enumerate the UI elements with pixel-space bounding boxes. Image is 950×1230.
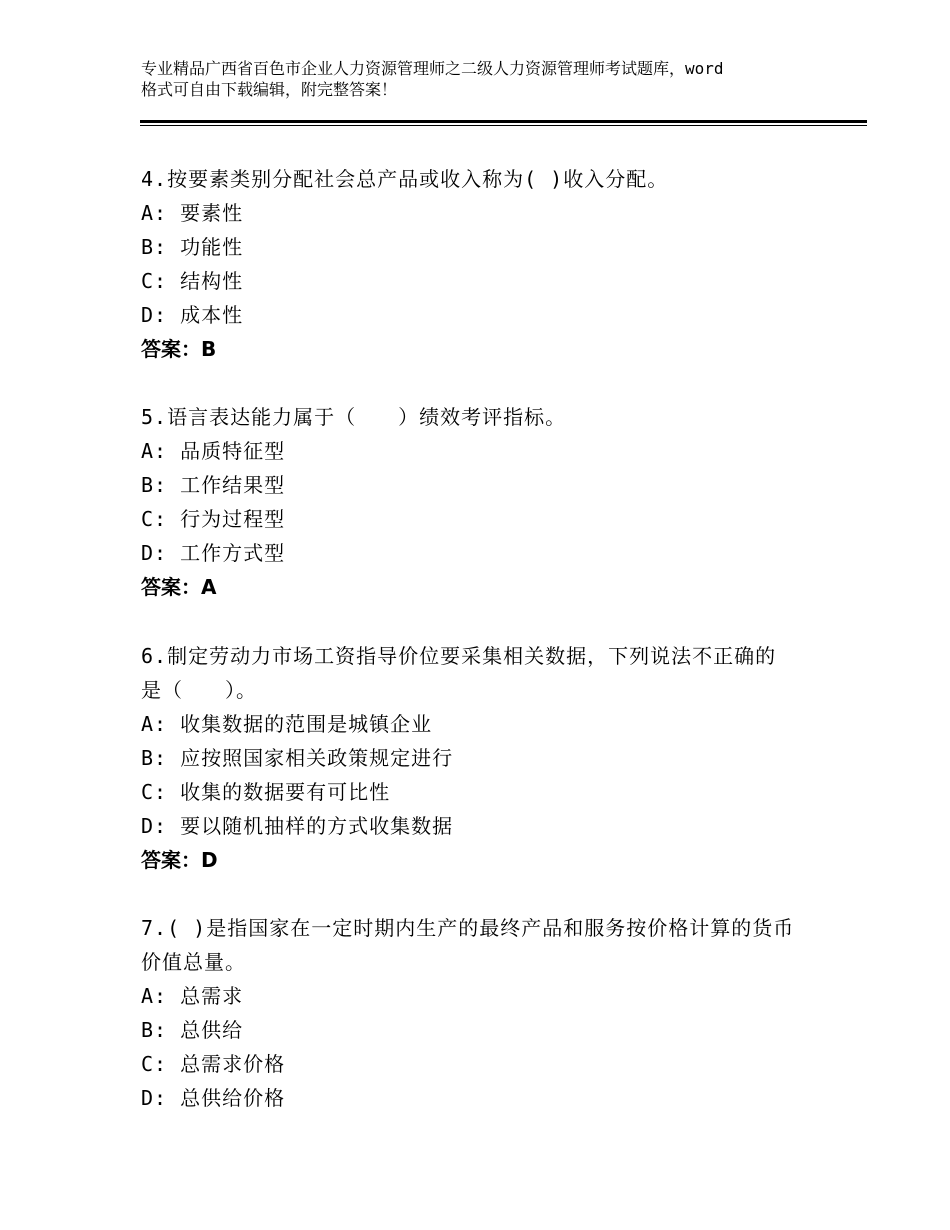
answer-label: 答案：B bbox=[141, 337, 217, 361]
option-c: C: 行为过程型 bbox=[141, 507, 286, 531]
option-a: A: 要素性 bbox=[141, 201, 244, 225]
question-5 bbox=[141, 400, 821, 604]
question-6 bbox=[141, 639, 821, 877]
option-b: B: 应按照国家相关政策规定进行 bbox=[141, 746, 454, 770]
question-stem-line-1: 6.制定劳动力市场工资指导价位要采集相关数据，下列说法不正确的 bbox=[141, 644, 777, 668]
option-b: B: 总供给 bbox=[141, 1018, 244, 1042]
option-c: C: 结构性 bbox=[141, 269, 244, 293]
option-d: D: 成本性 bbox=[141, 303, 244, 327]
question-4 bbox=[141, 162, 821, 366]
header-line-2: 格式可自由下载编辑，附完整答案！ bbox=[141, 80, 398, 99]
question-stem-line-2: 价值总量。 bbox=[141, 950, 246, 974]
question-stem: 4.按要素类别分配社会总产品或收入称为( )收入分配。 bbox=[141, 167, 669, 191]
option-d: D: 要以随机抽样的方式收集数据 bbox=[141, 814, 454, 838]
option-c: C: 总需求价格 bbox=[141, 1052, 286, 1076]
option-b: B: 功能性 bbox=[141, 235, 244, 259]
option-d: D: 总供给价格 bbox=[141, 1086, 286, 1110]
header-line-1: 专业精品广西省百色市企业人力资源管理师之二级人力资源管理师考试题库，word bbox=[141, 59, 724, 78]
answer-label: 答案：A bbox=[141, 575, 217, 599]
option-d: D: 工作方式型 bbox=[141, 541, 286, 565]
option-a: A: 总需求 bbox=[141, 984, 244, 1008]
option-a: A: 收集数据的范围是城镇企业 bbox=[141, 712, 433, 736]
question-stem: 5.语言表达能力属于（ ）绩效考评指标。 bbox=[141, 405, 567, 429]
option-a: A: 品质特征型 bbox=[141, 439, 286, 463]
question-7 bbox=[141, 911, 821, 1115]
option-b: B: 工作结果型 bbox=[141, 473, 286, 497]
header-divider-thick bbox=[140, 120, 867, 123]
question-stem-line-1: 7.( )是指国家在一定时期内生产的最终产品和服务按价格计算的货币 bbox=[141, 916, 795, 940]
answer-label: 答案：D bbox=[141, 848, 218, 872]
document-header bbox=[141, 58, 841, 100]
header-divider-thin bbox=[140, 125, 867, 126]
question-stem-line-2: 是（ ）。 bbox=[141, 678, 257, 702]
option-c: C: 收集的数据要有可比性 bbox=[141, 780, 391, 804]
